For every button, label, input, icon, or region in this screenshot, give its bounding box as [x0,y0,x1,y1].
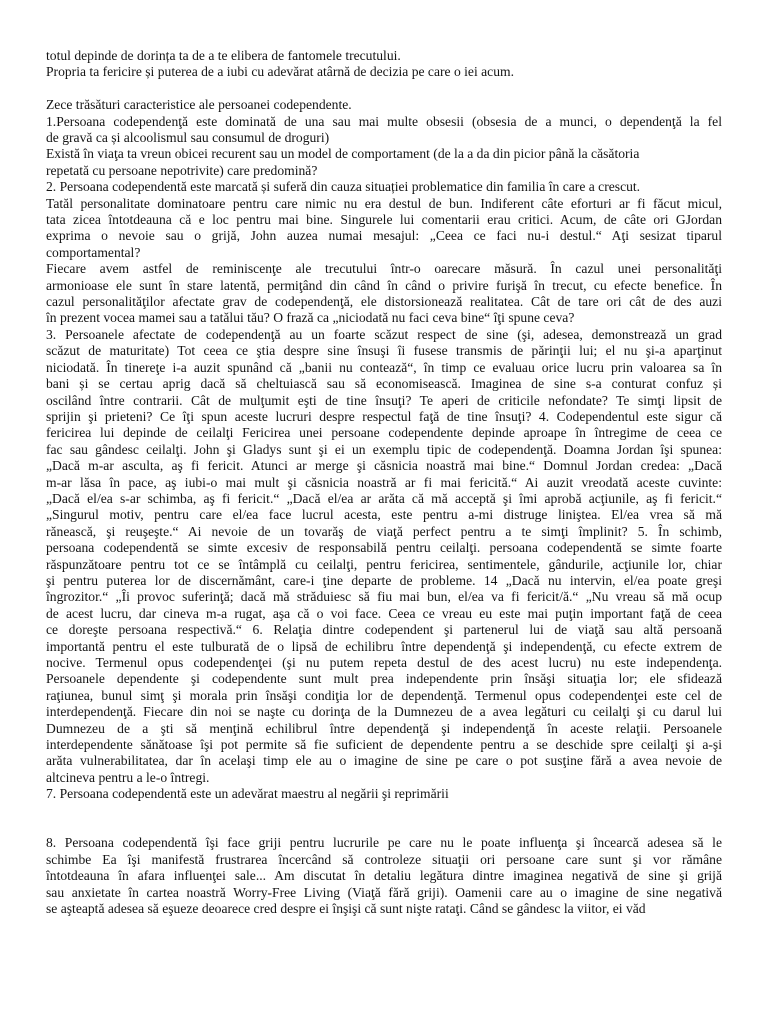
text-line: Propria ta fericire și puterea de a iubi cu adevărat atârnă de decizia pe care o iei acum. [46,64,514,80]
text-line: se aşteaptă adesea să eşueze deoarece cred despre ei înşişi că sunt nişte rataţi. Când se gândesc la viitor, ei văd [46,901,646,917]
text-line: Persoanele dependente şi codependente sunt mult prea independente prin însăşi situaţia lor; ele sfidează [46,671,722,687]
text-line: arăta vulnerabilitatea, dar în acelaşi timp ele au o imagine de sine pe care o pot susţine fără a avea nevoie de [46,753,722,769]
blank-line [46,81,722,97]
text-line: Fiecare avem astfel de reminiscenţe ale trecutului într-o oarecare măsură. În cazul unei personalităţi [46,261,722,277]
text-line: Tatăl personalitate dominatoare pentru care nimic nu era destul de bun. Indiferent câte eforturi ar fi făcut micul, [46,195,722,211]
text-line: oscilând între contrarii. Cât de mulţumit eşti de tine însuţi? Te aperi de criticile nefondate? Te simţi lipsit de [46,392,722,408]
text-line: 8. Persoana codependentă îşi face griji pentru lucrurile pe care nu le poate influenţa şi încearcă adesea să le [46,835,722,851]
text-line: 2. Persoana codependentă este marcată și suferă din cauza situației problematice din familia în care a crescut. [46,179,641,195]
text-line: de acest lucru, dar cineva m-a rugat, aşa că o voi face. Ceea ce vreau eu este mai puţin important faţă de ceea [46,605,722,621]
text-line: sprijin şi prieteni? Ce îţi spun aceste lucruri despre respectul faţă de tine însuţi? 4. Codependentul este sigur că [46,408,722,424]
text-line: Dumnezeu de a şti să menţină echilibrul între dependenţă şi independenţă în aceste relaţii. Persoanele [46,720,722,736]
text-line: „Singurul motiv, pentru care el/ea face lucrul acesta, este pentru a-mi distruge liniştea. El/ea vrea să mă [46,507,722,523]
blank-line [46,803,722,819]
text-line: Există în viaţa ta vreun obicei recurent sau un model de comportament (de la a da din picior până la căsătoria [46,146,640,162]
text-line: totul depinde de dorința ta de a te elibera de fantomele trecutului. [46,48,401,63]
text-line: comportamental? [46,244,141,260]
text-line: interdependenţă. Fiecare din noi se naşte cu dorinţa de la Dumnezeu de a avea legături cu ceilalţi şi cu darul lui [46,704,722,720]
blank-line [46,819,722,835]
text-line: fac sau gândesc ceilalţi. John şi Gladys sunt şi ei un exemplu tipic de codependenţă. Doamna Jordan îşi spunea: [46,441,722,457]
text-line: schimbe Ea îşi manifestă frustrarea încercând să controleze situaţii ori persoane care sunt şi vor rămâne [46,851,722,867]
text-line: şi pentru puterea lor de discernământ, care-i ţine departe de probleme. 14 „Dacă nu intervin, el/ea poate greşi [46,572,722,588]
text-line: Zece trăsături caracteristice ale persoanei codependente. [46,97,352,113]
text-line: sau anxietate în cartea noastră Worry-Free Living (Viaţă fără griji). Oamenii care au o imagine de sine negativă [46,884,722,900]
text-line: scăzut de maturitate) Tot ceea ce ştia despre sine însuşi îi fusese transmis de părinţii lui; el nu şi-a aparţinut [46,343,722,359]
text-line: răspunzătoare pentru tot ce se întâmplă cu ceilalţi, pentru fericirea, sentimentele, gândurile, acţiunile lor, chiar [46,556,722,572]
text-line: 3. Persoanele afectate de codependenţă au un foarte scăzut respect de sine (şi, adesea, demonstrează un grad [46,326,722,342]
text-line: persoana codependentă se simte excesiv de responsabilă pentru ceilalţi. persoana codependentă se simte foarte [46,540,722,556]
text-line: 1.Persoana codependenţă este dominată de una sau mai multe obsesii (obsesia de a munci, o dependenţă la fel [46,113,722,129]
text-line: 7. Persoana codependentă este un adevărat maestru al negării şi reprimării [46,786,449,802]
text-line: îngrozitor.“ „Îi provoc suferinţă; dacă mă străduiesc să fiu mai bun, el/ea va fi fericit/ă.“ „Nu vreau să mă ocup [46,589,722,605]
text-line: întotdeauna în afara influenţei sale... Am discutat în detaliu legătura dintre imaginea negativă de sine şi grijă [46,868,722,884]
text-line: niciodată. În tinereţe i-a auzit spunând că „banii nu contează“, în timp ce evaluau orice lucru prin valoarea sa în [46,359,722,375]
text-line: cazul personalităţilor afectate grav de codependenţă, ele distorsionează realitatea. Cât de tare ori cât de des auzi [46,294,722,310]
text-line: ce doreşte persoana respectivă.“ 6. Relaţia dintre codependent şi partenerul lui de viaţă sau altă persoană [46,622,722,638]
text-line: în prezent vocea mamei sau a tatălui tău? O frază ca „niciodată nu faci ceva bine“ îţi spune ceva? [46,310,575,326]
text-line: fericirea lui depinde de ceilalţi Fericirea unei persoane codependente depinde aproape în întregime de ceea ce [46,425,722,441]
text-line: armonioase ele sunt în stare latentă, permiţând din când în când o privire furişă în trecut, cu efecte benefice. În [46,277,722,293]
document-body [46,48,722,917]
text-line: interdependente sănătoase îşi pot permite să fie suficient de dependente pentru a se deschide spre ceilalţi şi a-şi [46,737,722,753]
text-line: rănească, şi reuşeşte.“ Ai nevoie de un tovarăş de viaţă perfect pentru a te simţi împlinit? 5. În schimb, [46,523,722,539]
text-line: importantă pentru el este tulburată de o lipsă de echilibru între dependenţă şi independenţă, cu efecte extrem de [46,638,722,654]
text-line: raţiunea, bunul simţ şi morala prin însăşi condiţia lor de dependenţă. Termenul opus codependenţei este cel de [46,687,722,703]
text-line: altcineva pentru a le-o întregi. [46,769,210,785]
text-line: „Dacă m-ar asculta, aş fi fericit. Atunci ar merge şi căsnicia noastră mai bine.“ Domnul Jordan credea: „Dacă [46,458,722,474]
text-line: de gravă ca și alcoolismul sau consumul de droguri) [46,130,330,146]
text-line: repetată cu persoane nepotrivite) care predomină? [46,162,318,178]
text-line: bani și se certau aprig dacă să cheltuiască sau să economisească. Imaginea de sine s-a conturat confuz și [46,376,722,392]
text-line: nocive. Termenul opus codependenţei (şi nu putem repeta destul de des acest lucru) nu este independenţa. [46,655,722,671]
text-line: m-ar lăsa în pace, aş iubi-o mai mult şi căsnicia noastră ar fi mai fericită.“ Ai auzit vreodată aceste cuvinte: [46,474,722,490]
text-line: exprima o nevoie sau o grijă, John auzea numai mesajul: „Ceea ce faci nu-i destul.“ Aţi sesizat tiparul [46,228,722,244]
text-line: tata zicea întotdeauna că e loc pentru mai bine. Singurele lui comentarii erau critici. Acum, de câte ori GJordan [46,212,722,228]
text-line: „Dacă el/ea s-ar schimba, aş fi fericit.“ „Dacă el/ea ar arăta că mă acceptă şi îmi aprobă acţiunile, aş fi fericit.“ [46,490,722,506]
